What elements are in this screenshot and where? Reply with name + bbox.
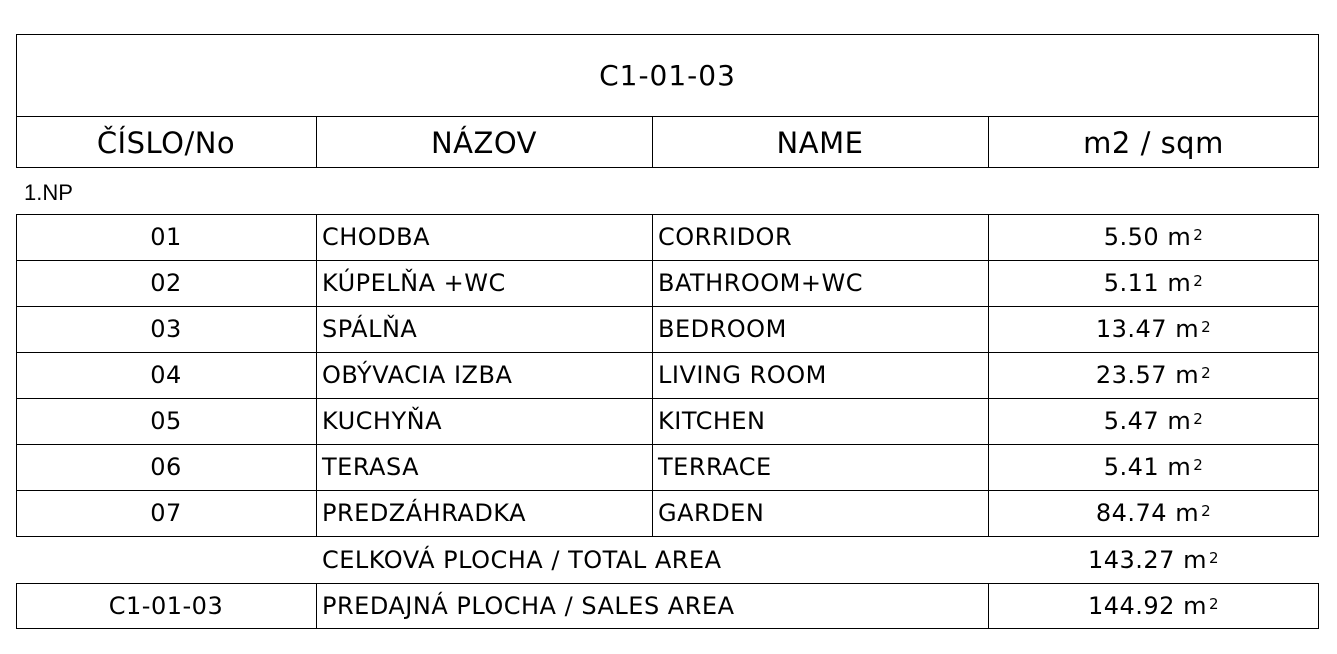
room-area-number: 5.47 <box>1103 407 1160 435</box>
room-name-sk: OBÝVACIA IZBA <box>322 361 513 389</box>
sales-area-number: 144.92 <box>1087 592 1175 620</box>
room-name-en: LIVING ROOM <box>658 361 827 389</box>
total-area-value <box>988 537 1319 583</box>
room-area-unit: m <box>1175 499 1200 527</box>
room-area-unit: m <box>1175 315 1200 343</box>
room-name-sk: TERASA <box>322 453 420 481</box>
room-number: 06 <box>150 453 182 481</box>
room-area-unit-sup: 2 <box>1193 456 1204 474</box>
room-name-en: TERRACE <box>658 453 772 481</box>
room-area-unit: m <box>1167 223 1192 251</box>
room-area <box>988 444 1319 490</box>
total-area-label: CELKOVÁ PLOCHA / TOTAL AREA <box>322 546 722 574</box>
room-area-unit-sup: 2 <box>1201 364 1212 382</box>
room-area <box>988 352 1319 398</box>
room-area-unit-sup: 2 <box>1193 272 1204 290</box>
room-name-sk: PREDZÁHRADKA <box>322 499 527 527</box>
room-name-sk: SPÁLŇA <box>322 315 418 343</box>
room-area-number: 5.50 <box>1103 223 1160 251</box>
header-area: m2 / sqm <box>1083 125 1224 160</box>
total-area-unit-sup: 2 <box>1208 549 1220 567</box>
room-number: 04 <box>150 361 182 389</box>
room-area <box>988 490 1319 536</box>
header-name-sk: NÁZOV <box>430 125 538 160</box>
room-number: 03 <box>150 315 182 343</box>
sales-area-value <box>988 583 1319 629</box>
header-name-en: NAME <box>776 125 864 160</box>
room-area-unit-sup: 2 <box>1193 226 1204 244</box>
room-area-unit-sup: 2 <box>1201 502 1212 520</box>
room-area-unit: m <box>1167 407 1192 435</box>
table-title: C1-01-03 <box>599 58 736 92</box>
total-area-number: 143.27 <box>1087 546 1175 574</box>
room-number: 01 <box>150 223 182 251</box>
room-name-sk: KÚPELŇA +WC <box>322 269 506 297</box>
room-number: 07 <box>150 499 182 527</box>
room-area-unit-sup: 2 <box>1201 318 1212 336</box>
sales-area-unit: m <box>1183 592 1207 620</box>
room-area-number: 5.11 <box>1103 269 1160 297</box>
room-area-number: 13.47 <box>1095 315 1168 343</box>
room-area-unit: m <box>1175 361 1200 389</box>
room-number: 02 <box>150 269 182 297</box>
room-name-en: BATHROOM+WC <box>658 269 863 297</box>
room-name-en: CORRIDOR <box>658 223 793 251</box>
room-area <box>988 398 1319 444</box>
room-area <box>988 214 1319 260</box>
room-area-number: 84.74 <box>1095 499 1168 527</box>
room-area <box>988 260 1319 306</box>
floor-label: 1.NP <box>24 180 73 205</box>
room-name-en: GARDEN <box>658 499 765 527</box>
sales-number: C1-01-03 <box>108 592 224 620</box>
room-name-en: BEDROOM <box>658 315 787 343</box>
room-name-sk: CHODBA <box>322 223 431 251</box>
sales-area-label: PREDAJNÁ PLOCHA / SALES AREA <box>322 592 735 620</box>
total-area-unit: m <box>1183 546 1207 574</box>
room-area-number: 5.41 <box>1103 453 1160 481</box>
room-area-unit-sup: 2 <box>1193 410 1204 428</box>
room-name-en: KITCHEN <box>658 407 766 435</box>
header-number: ČÍSLO/No <box>96 125 236 160</box>
room-area-number: 23.57 <box>1095 361 1168 389</box>
sales-area-unit-sup: 2 <box>1208 595 1220 613</box>
room-name-sk: KUCHYŇA <box>322 407 442 435</box>
room-number: 05 <box>150 407 182 435</box>
room-area <box>988 306 1319 352</box>
room-area-unit: m <box>1167 453 1192 481</box>
room-area-unit: m <box>1167 269 1192 297</box>
